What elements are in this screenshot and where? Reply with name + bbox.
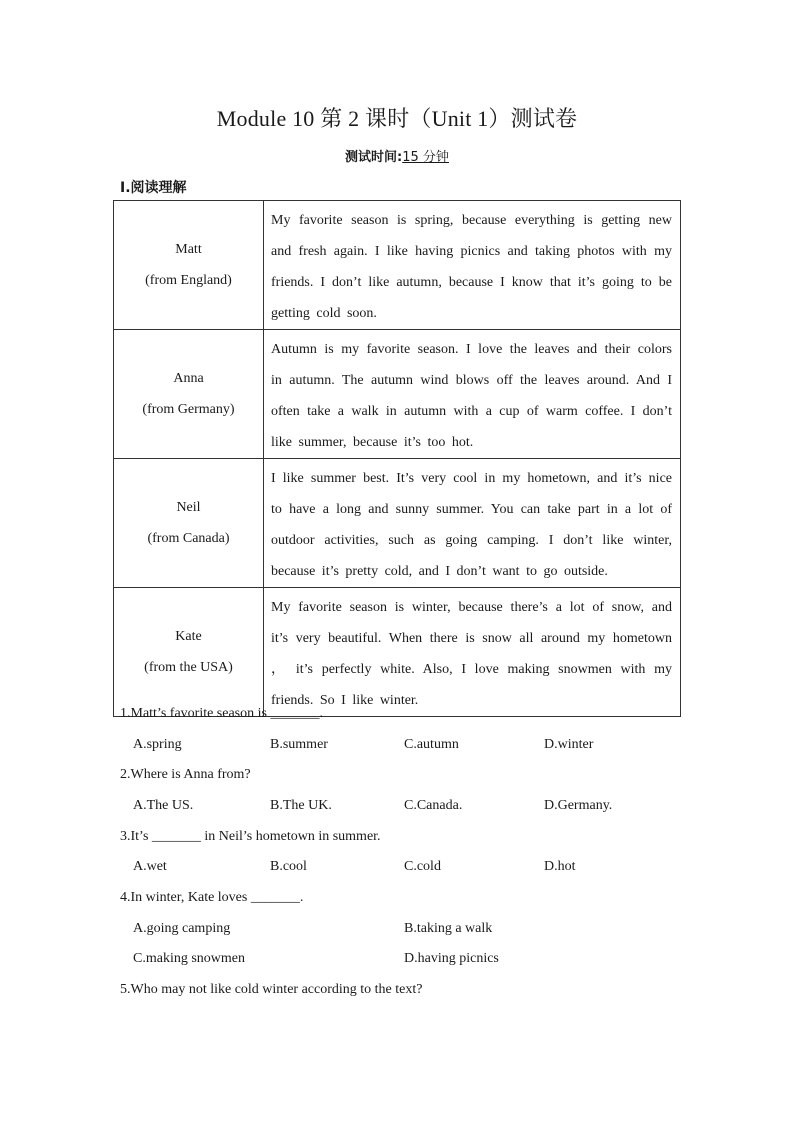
person-text: I like summer best. It’s very cool in my hometown, and it’s nice to have a long and sunny summer. You can take part in a lot of outdoor activities, such as going camping. I don’t like winter, because it’s pretty cold, and I don’t want to go outside. [264, 459, 681, 588]
table-row [114, 588, 681, 717]
test-time-value: 15 分钟 [402, 150, 449, 165]
person-origin: (from the USA) [144, 660, 233, 675]
option: C.making snowmen [133, 951, 245, 966]
person-text: My favorite season is winter, because there’s a lot of snow, and it’s very beautiful. When there is snow all around my hometown ， it’s perfectly white. Also, I love making snowmen with my friends. So I like winter. [264, 588, 681, 717]
person-name: Anna [173, 371, 204, 386]
option: D.winter [544, 737, 594, 752]
person-origin: (from Canada) [147, 531, 230, 546]
page-title: Module 10 第 2 课时（Unit 1）测试卷 [216, 106, 578, 131]
option: B.cool [270, 859, 307, 874]
person-text: Autumn is my favorite season. I love the leaves and their colors in autumn. The autumn wind blows off the leaves around. And I often take a walk in autumn with a cup of warm coffee. I don’t like summer, because it’s too hot. [264, 330, 681, 459]
person-origin: (from England) [145, 273, 232, 288]
table-row [114, 330, 681, 459]
reading-table [113, 200, 681, 717]
table-row [114, 201, 681, 330]
option: D.Germany. [544, 798, 613, 813]
section-heading: Ⅰ.阅读理解 [120, 180, 187, 196]
option: D.having picnics [404, 951, 499, 966]
option: A.The US. [133, 798, 194, 813]
table-row [114, 459, 681, 588]
question-stem: 5.Who may not like cold winter according to the text? [120, 982, 423, 997]
option: B.summer [270, 737, 328, 752]
option: A.spring [133, 737, 182, 752]
question-stem: 2.Where is Anna from? [120, 767, 251, 782]
person-cell [114, 459, 264, 588]
person-cell [114, 588, 264, 717]
test-time [0, 146, 794, 165]
person-name: Neil [176, 500, 201, 515]
option: A.going camping [133, 921, 231, 936]
option: A.wet [133, 859, 167, 874]
option: C.cold [404, 859, 441, 874]
option: B.taking a walk [404, 921, 493, 936]
option: C.Canada. [404, 798, 463, 813]
option: D.hot [544, 859, 576, 874]
person-origin: (from Germany) [142, 402, 235, 417]
question-stem: 3.It’s _______ in Neil’s hometown in summer. [120, 829, 381, 844]
person-cell [114, 330, 264, 459]
person-text: My favorite season is spring, because everything is getting new and fresh again. I like having picnics and taking photos with my friends. I don’t like autumn, because I know that it’s going to be getting cold soon. [264, 201, 681, 330]
question-stem: 4.In winter, Kate loves _______. [120, 890, 304, 905]
option: B.The UK. [270, 798, 332, 813]
test-time-label: 测试时间: [345, 150, 403, 165]
question-stem: 1.Matt’s favorite season is _______. [120, 706, 323, 721]
person-name: Matt [175, 242, 202, 257]
person-cell [114, 201, 264, 330]
option: C.autumn [404, 737, 459, 752]
person-name: Kate [175, 629, 202, 644]
